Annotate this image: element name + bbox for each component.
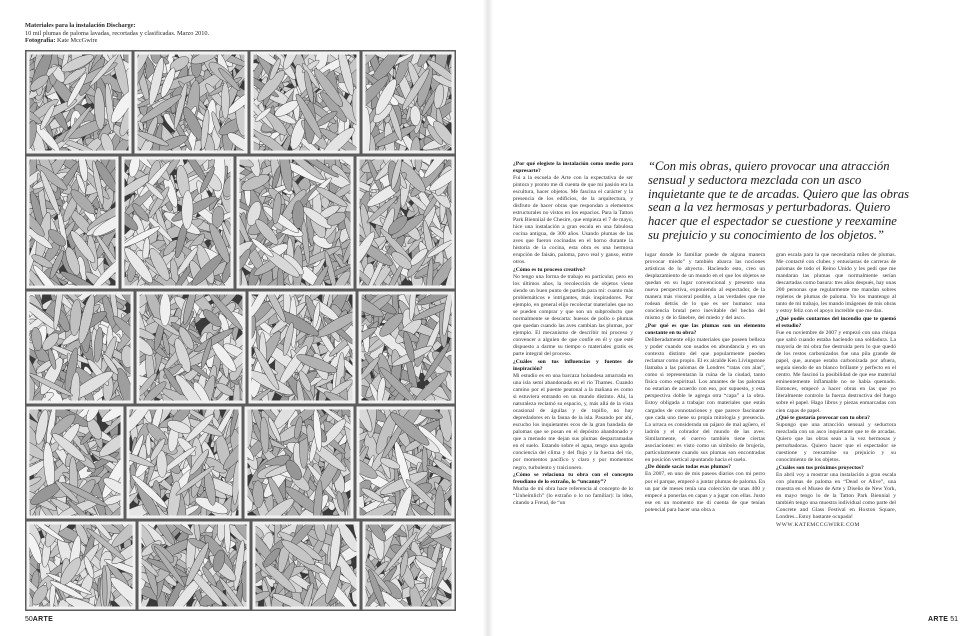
text-column-1 — [513, 160, 633, 507]
interview-question: ¿Qué podés contarnos del incendio que te quemó el estudio? — [776, 315, 896, 329]
interview-answer: No tengo una forma de trabajo en particular, pero en los últimos años, la recolección de objetos viene siendo un buen punto de partida para mí: cuanto más problemáticos e intrigantes, más inspiradores. Por ejemplo, en general elijo recolectar materiales que no se pueden comprar y que son un subproducto que normalmente se descarta: huesos de pollo o plumas que quedan cuando las aves cambian las plumas, por ejemplo. El mecanismo de describir mi proceso y convencer a alguien de que confíe en él y que esté dispuesto a darme su tiempo o materiales gratis es parte integral del proceso. — [513, 273, 633, 358]
caption-credit-label: Fotografía: — [25, 37, 56, 45]
feathers-in-boxes-image — [25, 50, 456, 611]
interview-answer: Supongo que una atracción sensual y seductora mezclada con un asco inquietante que te de arcadas. Quiero que las obras sean a la vez hermosas y perturbadoras. Quiero hacer que el espectador se cuestione y reexamine su prejuicio y su conocimiento de los objetos. — [776, 422, 896, 464]
interview-answer: Fue en noviembre de 2007 y empezó con una chispa que saltó cuando estaba haciendo una soldadura. La mayoría de mi obra fue destruida pero lo que quedó de los restos carbonizados fue una pila grande de papel, que, aunque estaba carbonizada por afuera, seguía siendo de un blanco brillante y perfecto en el centro. Me fascinó la posibilidad de que ese material eminentemente inflamable no se habia quemado. Entonces, empecé a hacer obras en las que yo literalmente controlo la fuerza destructiva del fuego sobre el papel. Hago libros y piezas enmarcadas con cien capas de papel. — [776, 330, 896, 414]
interview-answer: Deliberadamente elijo materiales que poseen belleza y poder cuando son usados en abundancia y en un contexto distinto del que popularmente pueden reclamar como propio. El ex alcalde Ken Livingstone llamaba a las palomas de Londres “ratas con alas”, como si representaran la ruina de la ciudad, tanto física como espiritual. Los amantes de las palomas no estarían de acuerdo con eso, por supuesto, y esta perspectiva doble le agrega otra “capa” a la obra. Estoy obligada a trabajar con materiales que están cargados de connotaciones y que parece fascinante que cada uno tiene su propia mitología y presencia. La urraca es considerada un pájaro de mal agüero, el ladrón y el cobrador del mundo de las aves. Similarmente, el cuervo también tiene ciertas asociaciones: es visto como un símbolo de brujería, particularmente cuando sus plumas son encontradas en posición vertical apuntando hacia el suelo. — [645, 337, 765, 463]
text-column-2 — [645, 252, 765, 514]
pull-quote: “Con mis obras, quiero provocar una atracción sensual y seductora mezclada con un asco inquietante que te de arcadas. Quiero que las obras sean a la vez hermosas y perturbadoras. Quiero hacer que el espectador se cuestione y reexamine su prejuicio y su conocimiento de los objetos.” — [648, 159, 910, 242]
interview-answer: gran escala para la que necesitaría miles de plumas. Me contacté con clubes y entusiastas de carreras de palomas de todo el Reino Unido y les pedí que me mandaran las plumas que normalmente serían descartadas como basura: tres años después, hay unas 200 personas que regularmente me mandan sobres repletos de plumas de paloma. Yo los mantengo al tanto de mi trabajo, les mando imágenes de mis obras y estoy feliz con el apoyo increíble que me dan. — [776, 252, 896, 315]
feathers-photo — [25, 50, 456, 611]
left-page — [0, 0, 487, 636]
interview-answer: En abril voy a mostrar una instalación a gran escala con plumas de paloma en “Dead or Alive”, una muestra en el Museo de Arte y Diseño de New York, en mayo tengo lo de la Tatton Park Biennial y también tengo una muestra individual como parte del Concrete and Glass Festival en Hoxton Square, Londres...Estoy bastante ocupada! — [776, 471, 896, 521]
interview-question: ¿Cómo se relaciona tu obra con el concepto freudiano de lo extraño, lo “uncanny”? — [513, 472, 633, 486]
caption-credit-name: Kate MccGwire — [57, 37, 98, 45]
interview-answer: lugar donde lo familiar puede de alguna manera provocar miedo” y también abarca las nociones artísticas de lo abyecto. Haciendo esto, creo un desplazamiento de un mundo en el que los objetos se quedan en su lugar convencional y presento una nueva perspectiva, exponiendo al espectador, de la manera más visceral posible, a las verdades que me rodean detrás de lo que es ser humano: una conciencia brutal pero inevitable del hecho del mismo y de lo fánebre, del miedo y del asco. — [645, 252, 765, 322]
website-url: WWW.KATEMCCGWIRE.COM — [776, 522, 860, 529]
interview-answer: Mi estudio es en una barcaza holandesa amarrada en una isla semi abandonada en el río Thames. Cuando camino por el puente peatonal a la mañana es como si estuviera entrando en un mundo distinto. Ahí, la naturaleza reclamó su espacio, y, más allá de la vista ocasional de águilas y de topillo, no hay depredadores en la fauna de la isla. Pasando por ahí, escucho los inquietantes ecos de la gran bandada de palomas que se posan en el depósito abandonado y que a menudo me dejan sus plumas desparramadas en el suelo. Estando sobre el agua, tengo una aguda conciencia del clima y del flujo y la fuerza del río, por momentos pacífico y claro y por momentos negro, turbulento y traicionero. — [513, 372, 633, 471]
page-number-right: 51 — [950, 616, 959, 623]
interview-question: ¿Por qué es que las plumas son un elemento constante en tu obra? — [645, 322, 765, 337]
interview-question: ¿Por qué elegiste la instalación como medio para expresarte? — [513, 160, 633, 174]
magazine-name-left: ARTE — [32, 616, 54, 623]
page-gutter — [483, 0, 493, 636]
interview-question: ¿De dónde sacás todas esas plumas? — [645, 464, 731, 471]
interview-question: ¿Cómo es tu proceso creativo? — [513, 266, 586, 273]
photo-caption — [25, 22, 455, 45]
folio-right — [928, 616, 958, 623]
caption-description: 10 mil plumas de paloma lavadas, recortadas y clasificadas. Marzo 2010. — [25, 29, 210, 37]
magazine-name-right: ARTE — [928, 616, 949, 623]
interview-question: ¿Cuáles son tus influencias y fuentes de inspiración? — [513, 358, 633, 372]
page-number-left: 50 — [25, 616, 33, 623]
text-column-3 — [776, 252, 896, 529]
interview-question: ¿Qué te gustaría provocar con tu obra? — [776, 415, 870, 422]
interview-answer: En 2007, en uno de mis paseos diarios con mi perro por el parque, empecé a juntar plumas de paloma. En un par de meses tenía una colección de unas 400 y empecé a ponerlas en capas y a jugar con ellas. Justo ese en un momento me di cuenta de que tenían potencial para hacer una obra a — [645, 471, 765, 513]
caption-title: Materiales para la instalación Discharge: — [25, 22, 136, 29]
interview-answer: Mucha de mi obra hace referencia al concepto de lo “Unheimlich” (lo extraño o lo no familiar): la idea, citando a Freud, de “un — [513, 486, 633, 507]
interview-question: ¿Cuáles son tus próximos proyectos? — [776, 464, 864, 471]
interview-answer: Fui a la escuela de Arte con la expectativa de ser pintora y pronto me di cuenta de que mi pasión era la escultura, hacer objetos. Me fascina el carácter y la presencia de los edificios, de la arquitectura, y disfruto de hacer obras que respondan a elementos estructurales no vistos en los espacios. Para la Tatton Park Bienniial de Chesire, que empieza el 7 de mayo, hice una instalación a gran escala en una fabulosa cocina antigua, de 300 años. Usando plumas de las aves que fueron cocinadas en el horno durante la historia de la cocina, esta obra es una hermosa erupción de faisán, paloma, pavo real y ganso, entre otros. — [513, 174, 633, 266]
folio-left — [25, 616, 53, 623]
